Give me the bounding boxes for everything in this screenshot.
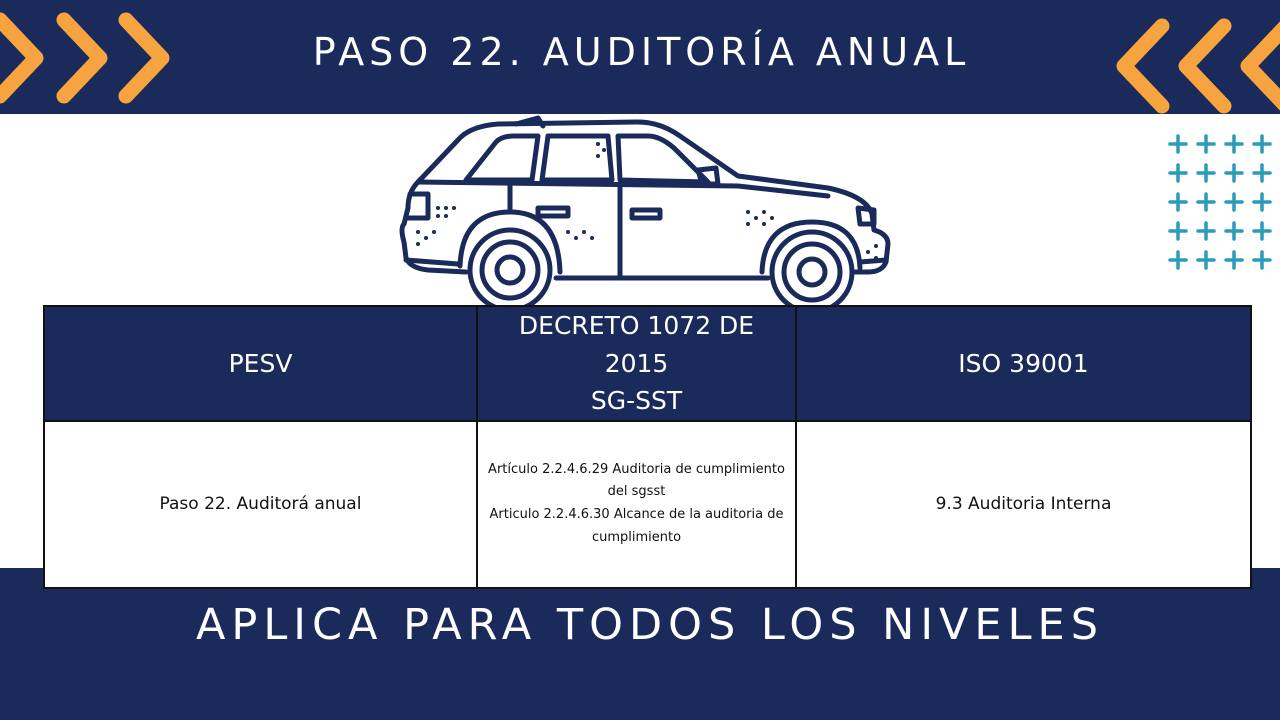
- table-header-row: [44, 306, 1251, 421]
- header-line: ISO 39001: [958, 348, 1089, 378]
- comparison-table: [43, 305, 1252, 589]
- cell-text: Paso 22. Auditorá anual: [159, 494, 362, 514]
- header-cell-pesv: [44, 306, 477, 421]
- cell-line: del sgsst: [607, 484, 666, 500]
- cell-line: Articulo 2.2.4.6.30 Alcance de la auditoria de: [489, 507, 784, 522]
- cell-decreto: [477, 421, 796, 588]
- table-row: [44, 421, 1251, 588]
- header-line: SG-SST: [590, 386, 683, 415]
- footer-banner: APLICA PARA TODOS LOS NIVELES: [195, 600, 1105, 650]
- header-line: DECRETO 1072 DE 2015: [518, 311, 755, 378]
- cell-text: 9.3 Auditoria Interna: [935, 494, 1112, 514]
- plus-pattern-icon: [1168, 130, 1280, 275]
- cell-line: Artículo 2.2.4.6.29 Auditoria de cumplimiento: [488, 461, 785, 477]
- page-title: PASO 22. AUDITORÍA ANUAL: [312, 30, 971, 74]
- chevron-right-icon: [0, 0, 180, 114]
- cell-pesv: [44, 421, 477, 588]
- cell-line: cumplimiento: [591, 529, 682, 545]
- suv-car-icon: [398, 112, 898, 308]
- header-band: [0, 0, 1280, 114]
- header-cell-decreto: [477, 306, 796, 421]
- cell-iso: [796, 421, 1251, 588]
- header-cell-iso: [796, 306, 1251, 421]
- header-line: PESV: [228, 348, 293, 378]
- chevron-left-icon: [1110, 0, 1280, 114]
